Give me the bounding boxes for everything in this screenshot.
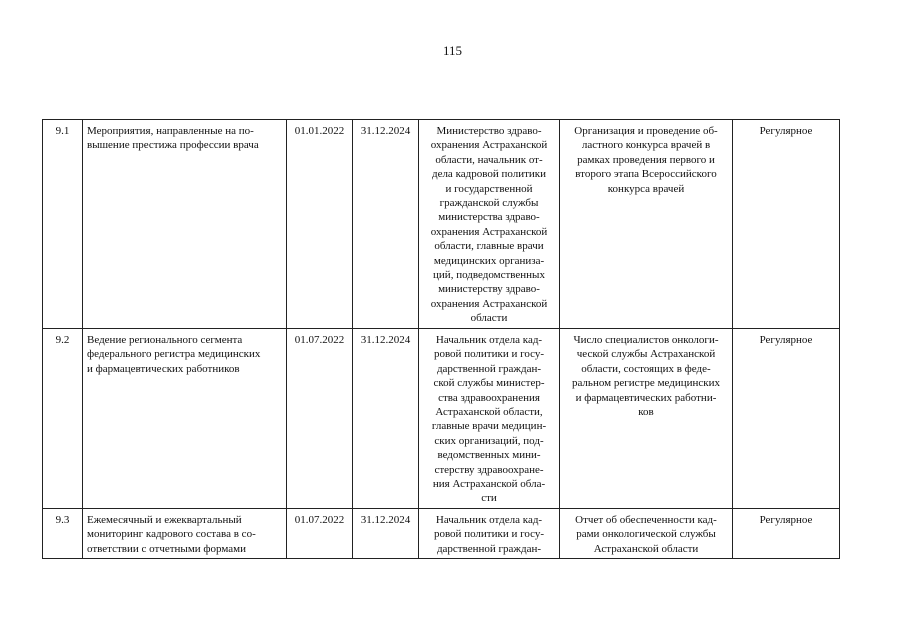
text-line: стерству здравоохране- bbox=[434, 463, 544, 476]
table-row bbox=[43, 508, 840, 558]
start-date: 01.07.2022 bbox=[287, 329, 353, 509]
text-line: ния Астраханской обла- bbox=[432, 478, 546, 491]
text-line: министерства здраво- bbox=[438, 211, 540, 224]
start-date: 01.01.2022 bbox=[287, 120, 353, 329]
responsible-party bbox=[419, 329, 560, 509]
text-line: конкурса врачей bbox=[607, 182, 685, 195]
text-line: области bbox=[470, 312, 508, 325]
text-line: области, главные врачи bbox=[434, 240, 544, 253]
text-line: дарственной граждан- bbox=[436, 542, 542, 555]
text-line: мониторинг кадрового состава в со- bbox=[87, 528, 256, 541]
text-line: охранения Астраханской bbox=[430, 225, 548, 238]
text-line: области, состоящих в феде- bbox=[581, 362, 711, 375]
start-date: 01.07.2022 bbox=[287, 508, 353, 558]
responsible-party bbox=[419, 508, 560, 558]
text-line: Начальник отдела кад- bbox=[435, 513, 543, 526]
expected-result bbox=[560, 508, 733, 558]
activity-name bbox=[83, 120, 287, 329]
activity-kind: Регулярное bbox=[733, 329, 840, 509]
text-line: медицинских организа- bbox=[433, 254, 545, 267]
text-line: вышение престижа профессии врача bbox=[87, 139, 259, 152]
text-line: федерального регистра медицинских bbox=[87, 348, 261, 361]
text-line: дела кадровой политики bbox=[431, 168, 547, 181]
text-line: ведомственных мини- bbox=[437, 449, 541, 462]
activity-name bbox=[83, 329, 287, 509]
text-line: Число специалистов онкологи- bbox=[573, 334, 719, 346]
text-line: Ведение регионального сегмента bbox=[87, 334, 243, 346]
text-line: ской службы министер- bbox=[433, 377, 545, 390]
table-row bbox=[43, 329, 840, 509]
text-line: ства здравоохранения bbox=[438, 391, 540, 404]
activity-kind: Регулярное bbox=[733, 120, 840, 329]
expected-result bbox=[560, 120, 733, 329]
text-line: Организация и проведение об- bbox=[574, 125, 718, 137]
text-line: рамках проведения первого и bbox=[577, 153, 715, 166]
text-line: второго этапа Всероссийского bbox=[575, 168, 717, 181]
text-line: Ежемесячный и ежеквартальный bbox=[87, 513, 242, 526]
text-line: ских организаций, под- bbox=[434, 434, 544, 447]
text-line: Министерство здраво- bbox=[436, 125, 542, 137]
text-line: и фармацевтических работни- bbox=[575, 391, 717, 404]
end-date: 31.12.2024 bbox=[353, 120, 419, 329]
text-line: и фармацевтических работников bbox=[87, 362, 240, 375]
text-line: и государственной bbox=[445, 182, 533, 195]
text-line: ровой политики и госу- bbox=[433, 528, 545, 541]
text-line: сти bbox=[481, 492, 497, 505]
page-number: 115 bbox=[442, 43, 463, 58]
text-line: ластного конкурса врачей в bbox=[581, 139, 711, 152]
text-line: охранения Астраханской bbox=[430, 297, 548, 310]
text-line: ций, подведомственных bbox=[433, 269, 545, 282]
end-date: 31.12.2024 bbox=[353, 329, 419, 509]
text-line: Астраханской области bbox=[593, 542, 699, 555]
row-number: 9.1 bbox=[43, 120, 83, 329]
text-line: дарственной граждан- bbox=[436, 362, 542, 375]
activities-table bbox=[42, 119, 840, 559]
activity-name bbox=[83, 508, 287, 558]
text-line: области, начальник от- bbox=[435, 153, 543, 166]
text-line: рами онкологической службы bbox=[576, 528, 716, 541]
expected-result bbox=[560, 329, 733, 509]
table-row bbox=[43, 120, 840, 329]
text-line: Мероприятия, направленные на по- bbox=[87, 125, 254, 137]
text-line: охранения Астраханской bbox=[430, 139, 548, 152]
text-line: Астраханской области, bbox=[435, 406, 543, 419]
activity-kind: Регулярное bbox=[733, 508, 840, 558]
row-number: 9.2 bbox=[43, 329, 83, 509]
responsible-party bbox=[419, 120, 560, 329]
text-line: ответствии с отчетными формами bbox=[87, 542, 246, 555]
row-number: 9.3 bbox=[43, 508, 83, 558]
text-line: гражданской службы bbox=[439, 197, 539, 210]
text-line: ровой политики и госу- bbox=[433, 348, 545, 361]
text-line: ральном регистре медицинских bbox=[571, 377, 721, 390]
text-line: главные врачи медицин- bbox=[431, 420, 547, 433]
text-line: Начальник отдела кад- bbox=[435, 334, 543, 346]
text-line: Отчет об обеспеченности кад- bbox=[575, 513, 717, 526]
text-line: ков bbox=[638, 406, 654, 419]
end-date: 31.12.2024 bbox=[353, 508, 419, 558]
text-line: ческой службы Астраханской bbox=[576, 348, 716, 361]
text-line: министерству здраво- bbox=[438, 283, 540, 296]
